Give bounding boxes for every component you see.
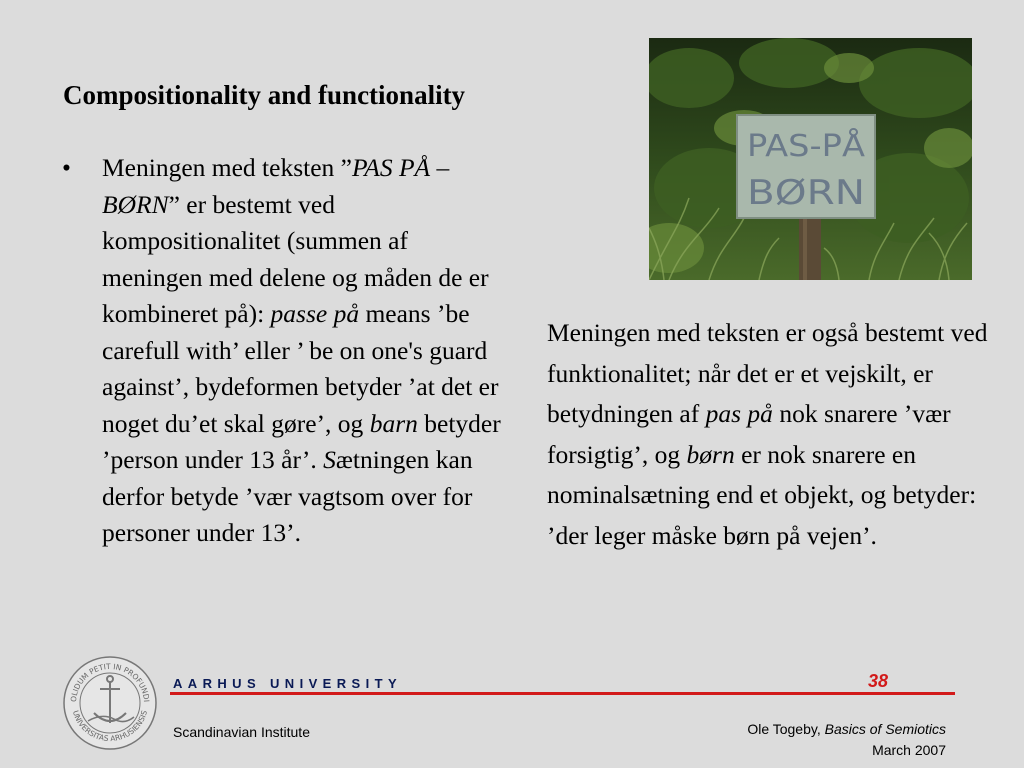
left-text-8: S	[323, 445, 336, 474]
author-name: Ole Togeby,	[747, 721, 825, 737]
left-text-1: Meningen med teksten ”	[102, 153, 352, 182]
left-text-9: ætningen kan derfor betyde ’vær vagtsom over for personer under 13’.	[102, 445, 473, 547]
bullet-marker: •	[62, 153, 71, 182]
university-seal-logo	[62, 655, 158, 751]
left-text-4: passe på	[270, 299, 360, 328]
left-text-6: barn	[369, 408, 418, 438]
right-text-4: børn	[686, 439, 735, 469]
presentation-date: March 2007	[872, 742, 946, 758]
seal-text-top: OLIDUM PETIT IN PROFUNDI	[68, 661, 151, 703]
institute-name: Scandinavian Institute	[173, 724, 310, 740]
university-name: AARHUS UNIVERSITY	[173, 676, 403, 691]
author-credit	[747, 719, 946, 761]
slide-title: Compositionality and functionality	[63, 80, 466, 110]
work-title: Basics of Semiotics	[824, 721, 946, 737]
right-text-5: er nok snarere en nominalsætning end et objekt, og betyder: ’der leger måske børn på vejen’.	[547, 439, 977, 550]
left-text-5: means ’be carefull with’ eller ’ be on one's guard against’, bydeformen betyder ’at det er noget du’et skal gøre’, og	[102, 299, 499, 438]
left-text-2: PAS PÅ – BØRN	[102, 153, 450, 219]
right-text-3: nok snarere ’vær forsigtig’, og	[547, 399, 951, 469]
road-sign-photo	[649, 38, 972, 280]
left-bullet-paragraph	[62, 150, 502, 552]
left-bullet-text	[102, 150, 502, 552]
right-paragraph	[547, 313, 1017, 556]
left-text-7: betyder ’person under 13 år’.	[102, 408, 501, 474]
page-number: 38	[868, 671, 889, 691]
right-text-1: Meningen med teksten er også bestemt ved funktionalitet; når det er et vejskilt, er betydningen af	[547, 318, 988, 428]
right-text-2: pas på	[705, 399, 773, 428]
sign-line-2: BØRN	[747, 173, 865, 213]
seal-text-bottom: UNIVERSITAS ARHUSIENSIS	[70, 709, 150, 744]
footer-divider	[170, 692, 955, 695]
sign-line-1: PAS-PÅ	[747, 129, 853, 164]
left-text-3: ” er bestemt ved kompositionalitet (summen af meningen med delene og måden de er kombineret på):	[102, 189, 489, 328]
